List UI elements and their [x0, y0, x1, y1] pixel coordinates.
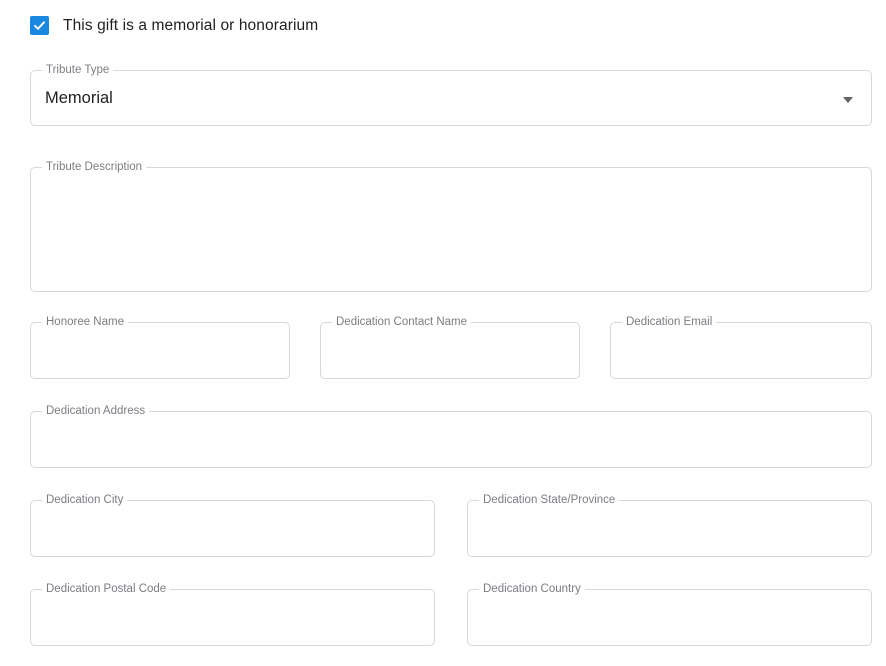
dedication-address-legend: Dedication Address — [42, 405, 149, 418]
dedication-contact-name-input[interactable] — [320, 316, 580, 379]
honoree-name-legend: Honoree Name — [42, 316, 128, 329]
dedication-contact-name-legend: Dedication Contact Name — [332, 316, 471, 329]
memorial-checkbox-row[interactable] — [30, 16, 318, 35]
dedication-country-input[interactable] — [467, 583, 872, 646]
tribute-type-value: Memorial — [45, 89, 113, 107]
memorial-checkbox[interactable] — [30, 16, 49, 35]
dedication-state-province-input[interactable] — [467, 494, 872, 557]
dedication-state-province-legend: Dedication State/Province — [479, 494, 619, 507]
dedication-email-input[interactable] — [610, 316, 872, 379]
dedication-postal-code-legend: Dedication Postal Code — [42, 583, 170, 596]
dedication-country-legend: Dedication Country — [479, 583, 585, 596]
dedication-city-legend: Dedication City — [42, 494, 127, 507]
check-icon — [33, 19, 46, 32]
tribute-description-legend: Tribute Description — [42, 161, 146, 174]
tribute-type-select[interactable] — [30, 64, 872, 126]
memorial-checkbox-label: This gift is a memorial or honorarium — [63, 16, 319, 34]
honoree-name-input[interactable] — [30, 316, 290, 379]
dedication-address-input[interactable] — [30, 405, 872, 468]
tribute-type-legend: Tribute Type — [42, 64, 113, 77]
dedication-email-legend: Dedication Email — [622, 316, 716, 329]
dedication-postal-code-input[interactable] — [30, 583, 435, 646]
chevron-down-icon[interactable] — [843, 97, 853, 103]
dedication-city-input[interactable] — [30, 494, 435, 557]
tribute-description-input[interactable] — [30, 161, 872, 292]
